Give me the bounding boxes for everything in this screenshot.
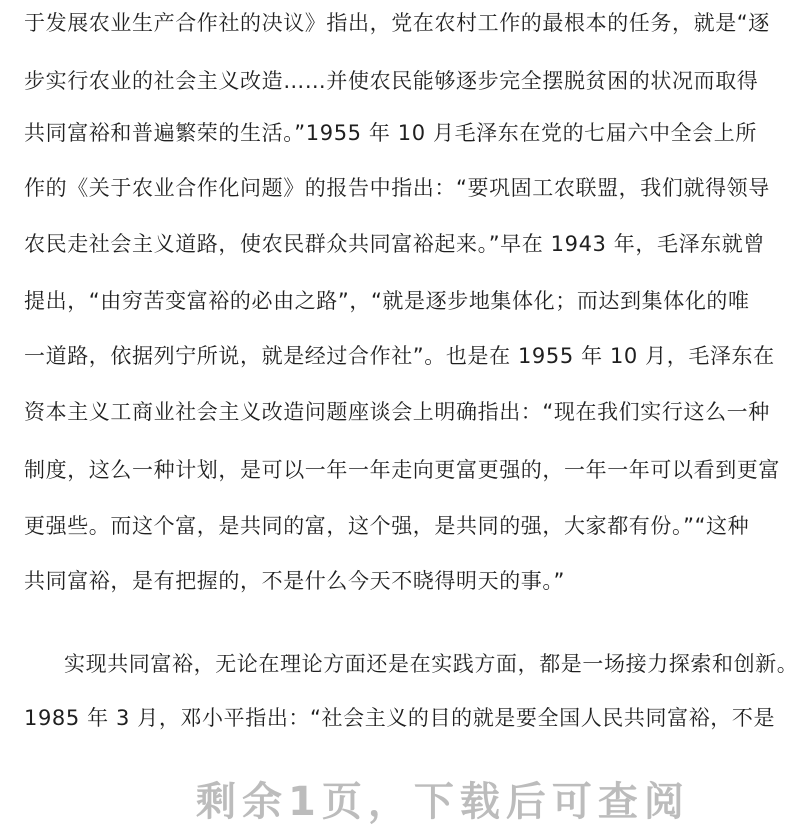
- text-line: 制度，这么一种计划，是可以一年一年走向更富更强的，一年一年可以看到更富: [24, 458, 780, 482]
- text-line: 作的《关于农业合作化问题》的报告中指出：“要巩固工农联盟，我们就得领导: [24, 176, 770, 200]
- text-line: 实现共同富裕，无论在理论方面还是在实践方面，都是一场接力探索和创新。: [64, 652, 799, 676]
- download-prompt-banner[interactable]: [0, 770, 800, 825]
- text-line: 一道路，依据列宁所说，就是经过合作社”。也是在 1955 年 10 月，毛泽东在: [24, 344, 775, 368]
- text-line: 共同富裕，是有把握的，不是什么今天不晓得明天的事。”: [24, 569, 565, 593]
- download-prompt-text: 剩余1页，下载后可查阅: [196, 779, 690, 825]
- text-line: 资本主义工商业社会主义改造问题座谈会上明确指出：“现在我们实行这么一种: [24, 400, 770, 424]
- text-line: 共同富裕和普遍繁荣的生活。”1955 年 10 月毛泽东在党的七届六中全会上所: [24, 121, 757, 145]
- text-line: 农民走社会主义道路，使农民群众共同富裕起来。”早在 1943 年，毛泽东就曾: [24, 232, 765, 256]
- text-line: 提出，“由穷苦变富裕的必由之路”，“就是逐步地集体化；而达到集体化的唯: [24, 289, 750, 313]
- text-line: 1985 年 3 月，邓小平指出：“社会主义的目的就是要全国人民共同富裕，不是: [24, 706, 776, 730]
- text-line: 步实行农业的社会主义改造……并使农民能够逐步完全摆脱贫困的状况而取得: [24, 69, 759, 93]
- text-line: 于发展农业生产合作社的决议》指出，党在农村工作的最根本的任务，就是“逐: [24, 11, 770, 35]
- text-line: 更强些。而这个富，是共同的富，这个强，是共同的强，大家都有份。”“这种: [24, 514, 750, 538]
